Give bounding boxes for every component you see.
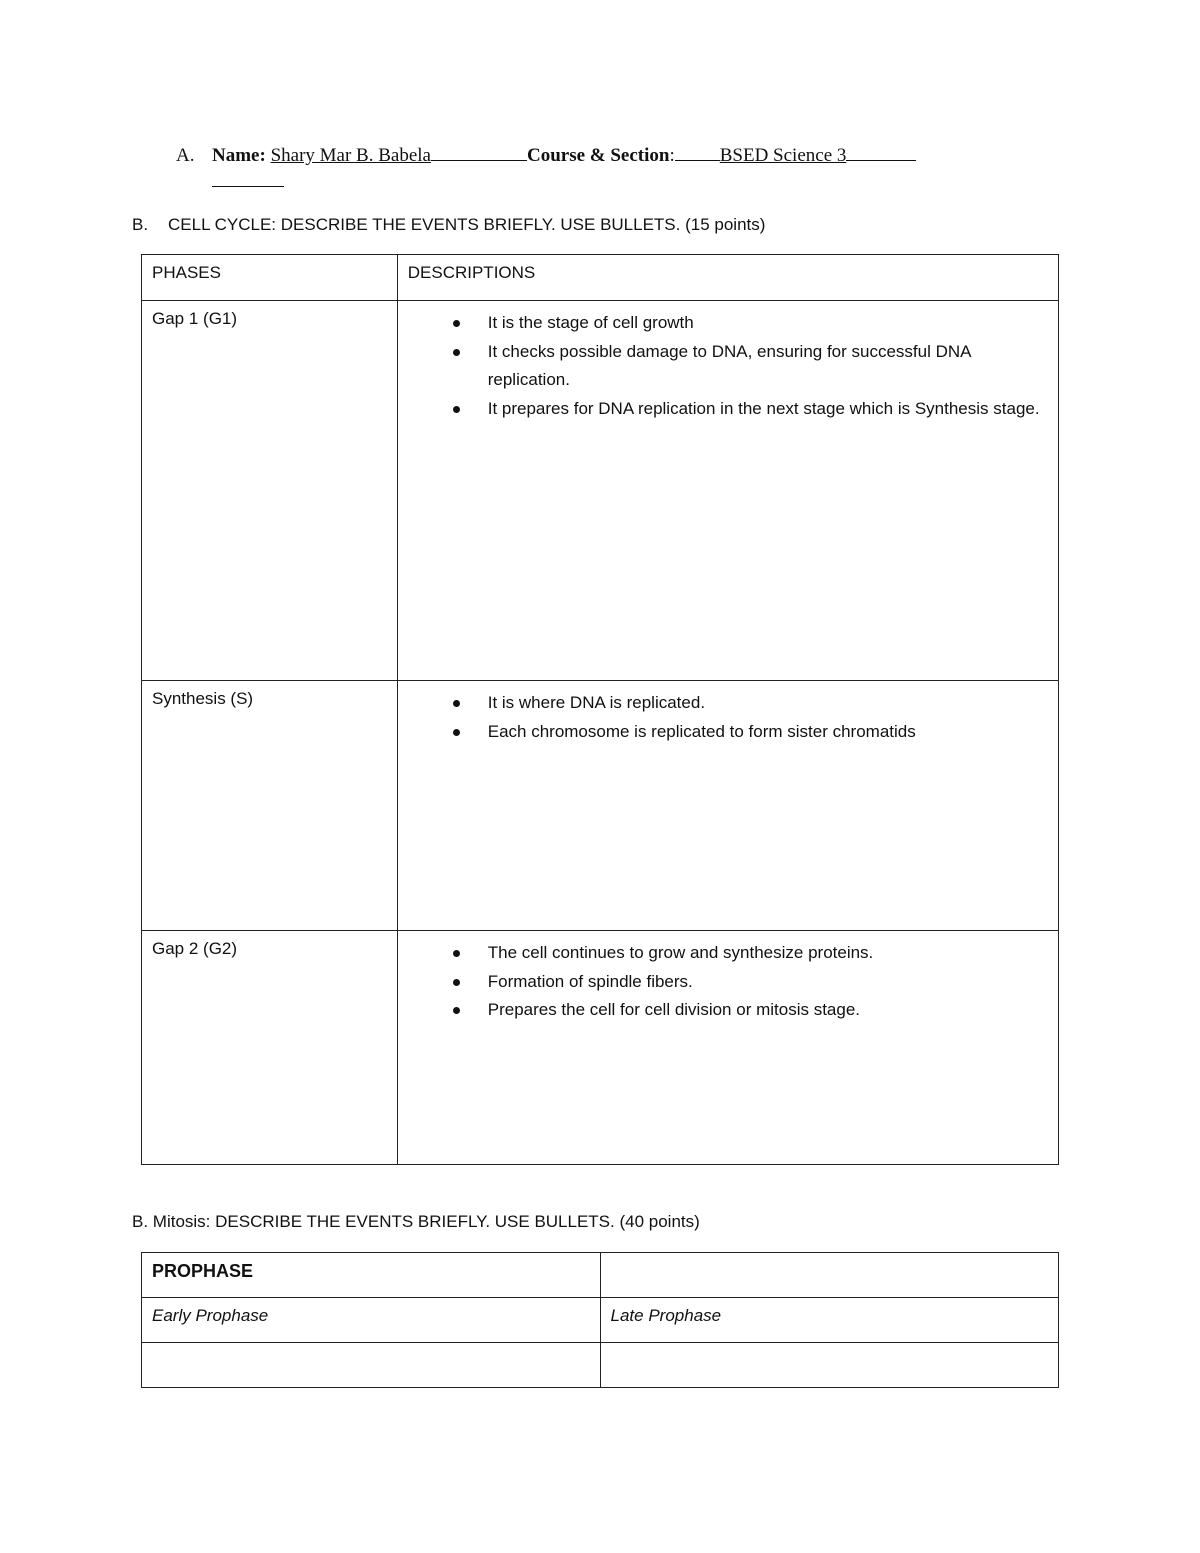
description-cell [397, 931, 1058, 1165]
table-row [142, 1298, 1059, 1343]
phase-cell: Gap 2 (G2) [142, 931, 398, 1165]
empty-cell [142, 1343, 601, 1388]
name-course-line [176, 142, 916, 167]
course-blank-left [675, 142, 720, 161]
empty-cell [600, 1253, 1058, 1298]
course-blank-right [846, 142, 916, 161]
course-colon: : [669, 145, 675, 166]
phase-cell: Synthesis (S) [142, 681, 398, 931]
prophase-heading: PROPHASE [142, 1253, 601, 1298]
late-prophase-label: Late Prophase [600, 1298, 1058, 1343]
bullet-list [408, 309, 1048, 423]
header-descriptions: DESCRIPTIONS [397, 255, 1058, 301]
bullet-item: The cell continues to grow and synthesize proteins. [488, 939, 1048, 968]
course-label: Course & Section [526, 145, 670, 166]
continuation-blank-line [212, 186, 284, 187]
bullet-item: It is the stage of cell growth [488, 309, 1048, 338]
early-prophase-label: Early Prophase [142, 1298, 601, 1343]
cell-cycle-title-text: CELL CYCLE: DESCRIBE THE EVENTS BRIEFLY. USE BULLETS. (15 points) [168, 215, 766, 234]
cell-cycle-title [132, 215, 765, 235]
table-row [142, 1343, 1059, 1388]
bullet-list [408, 689, 1048, 746]
name-value: Shary Mar B. Babela [270, 145, 431, 166]
bullet-item: Formation of spindle fibers. [488, 968, 1048, 997]
table-row-s [142, 681, 1059, 931]
bullet-list [408, 939, 1048, 1025]
section-a-letter: A. [176, 145, 195, 166]
empty-cell [600, 1343, 1058, 1388]
course-value: BSED Science 3 [719, 145, 847, 166]
table-row-g1 [142, 301, 1059, 681]
cell-cycle-table [141, 254, 1059, 1165]
bullet-item: It checks possible damage to DNA, ensuring for successful DNA replication. [488, 338, 1048, 395]
table-row [142, 1253, 1059, 1298]
table-header-row [142, 255, 1059, 301]
mitosis-table [141, 1252, 1059, 1388]
name-blank [431, 142, 527, 161]
bullet-item: It is where DNA is replicated. [488, 689, 1048, 718]
table-row-g2 [142, 931, 1059, 1165]
mitosis-title: B. Mitosis: DESCRIBE THE EVENTS BRIEFLY. USE BULLETS. (40 points) [132, 1212, 700, 1231]
section-b-letter: B. [132, 215, 149, 234]
header-phases: PHASES [142, 255, 398, 301]
phase-cell: Gap 1 (G1) [142, 301, 398, 681]
description-cell [397, 681, 1058, 931]
name-label: Name: [212, 145, 266, 166]
bullet-item: Each chromosome is replicated to form sister chromatids [488, 718, 1048, 747]
bullet-item: Prepares the cell for cell division or mitosis stage. [488, 996, 1048, 1025]
bullet-item: It prepares for DNA replication in the next stage which is Synthesis stage. [488, 395, 1048, 424]
description-cell [397, 301, 1058, 681]
